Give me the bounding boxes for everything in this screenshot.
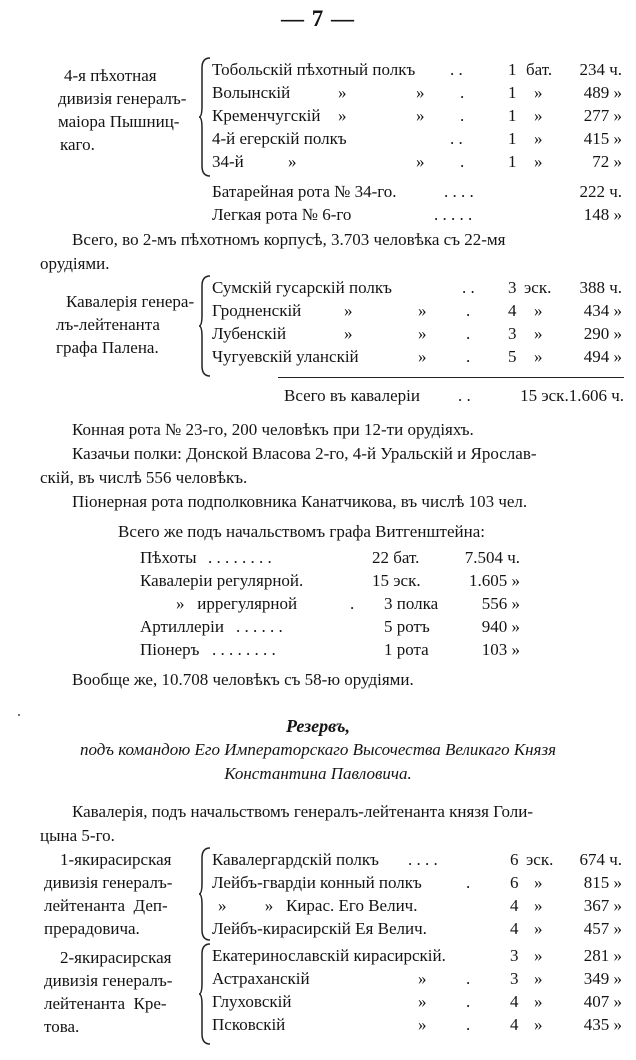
cavalry-intro-line2: цына 5-го. — [40, 826, 115, 845]
row-count: 4 — [510, 992, 519, 1011]
table-row — [212, 81, 622, 104]
row-unit: » — [534, 969, 543, 988]
row-name: Екатеринославскій кирасирскій. — [212, 946, 446, 965]
table-row — [212, 299, 622, 322]
table-row — [212, 345, 622, 368]
row-unit: бат. — [526, 60, 553, 79]
table-row — [212, 58, 622, 81]
row-count: 5 — [508, 347, 517, 366]
row-unit: » — [534, 873, 543, 892]
row-unit: эск. — [526, 850, 554, 869]
row-dots: . . . . . — [434, 205, 473, 224]
row-qty: 415 » — [583, 129, 622, 148]
group1-label-line: 4-я пѣхотная — [64, 66, 157, 85]
row-unit: » — [534, 129, 543, 148]
row-qty: 281 » — [583, 946, 622, 965]
table-row — [212, 848, 622, 871]
row-ditto: » — [344, 301, 353, 320]
row-dots: . — [466, 873, 471, 892]
group2-brace — [198, 274, 212, 378]
summary-table — [140, 546, 520, 661]
row-name: Волынскій — [212, 83, 291, 102]
group3-label-line: прерадовича. — [44, 919, 140, 938]
cavalry-intro-line1: Кавалерія, подъ начальствомъ генералъ-лейтенанта князя Голи- — [72, 802, 533, 821]
row-unit: » — [534, 152, 543, 171]
row-dots: . . . . . . . . — [208, 548, 272, 567]
summary-heading: Всего же подъ начальствомъ графа Витгенштейна: — [118, 522, 485, 541]
row-count: 3 — [508, 278, 517, 297]
group2-label — [56, 290, 216, 359]
row-name: Лейбъ-кирасирскій Ея Велич. — [212, 919, 427, 938]
reserve-title: Резервъ, — [286, 716, 350, 736]
table-row — [212, 990, 622, 1013]
row-ditto: » — [416, 83, 425, 102]
group2-label-line: Кавалерія генера- — [66, 292, 195, 311]
group3-table — [212, 848, 622, 940]
row-count: 5 ротъ — [384, 617, 430, 636]
row-name: 34-й — [212, 152, 244, 171]
row-unit: » — [534, 347, 543, 366]
table-row — [212, 150, 622, 173]
paragraph-cossacks-line2: скій, въ числѣ 556 человѣкъ. — [40, 468, 248, 487]
row-ditto: » — [338, 83, 347, 102]
group1-label-line: маіора Пышниц- — [58, 112, 180, 131]
row-name: Лейбъ-гвардіи конный полкъ — [212, 873, 422, 892]
summary-footer: Вообще же, 10.708 человѣкъ съ 58-ю орудіями. — [72, 670, 414, 689]
row-dots: . — [466, 301, 471, 320]
table-row — [140, 638, 520, 661]
row-count: 4 — [508, 301, 517, 320]
row-ditto: » — [418, 969, 427, 988]
group4-label-line: лейтенанта Кре- — [44, 994, 167, 1013]
row-count: 1 — [508, 129, 517, 148]
row-ditto: » — [418, 992, 427, 1011]
table-row — [212, 276, 622, 299]
group4-label-line: това. — [44, 1017, 80, 1036]
row-unit: » — [534, 896, 543, 915]
row-count: 3 — [508, 324, 517, 343]
row-name: Батарейная рота № 34-го. — [212, 182, 397, 201]
cavalry-total-dots: . . — [458, 386, 471, 405]
row-unit: » — [534, 83, 543, 102]
table-row — [140, 546, 520, 569]
row-ditto: » — [344, 324, 353, 343]
row-count: 1 — [508, 83, 517, 102]
row-name: Сумскій гусарскій полкъ — [212, 278, 392, 297]
row-qty: 457 » — [583, 919, 622, 938]
row-name: Гродненскій — [212, 301, 302, 320]
group4-table — [212, 944, 622, 1036]
group4-label — [44, 946, 218, 1038]
group4-brace — [198, 942, 212, 1046]
group3-label — [44, 848, 218, 940]
group4-label-line: 2-якирасирская — [60, 948, 172, 967]
row-unit: » — [534, 106, 543, 125]
row-ditto: » — [418, 324, 427, 343]
total-corps-line1: Всего, во 2-мъ пѣхотномъ корпусѣ, 3.703 человѣка съ 22-мя — [72, 230, 506, 249]
row-qty: 556 » — [481, 594, 520, 613]
row-qty: 367 » — [583, 896, 622, 915]
page-number: — 7 — — [281, 6, 355, 31]
table-row — [140, 592, 520, 615]
row-count: 4 — [510, 1015, 519, 1034]
group3-label-line: дивизія генералъ- — [44, 873, 173, 892]
group1-label-line: каго. — [60, 135, 95, 154]
table-row — [140, 615, 520, 638]
row-dots: . . . . . . — [236, 617, 283, 636]
table-row — [212, 1013, 622, 1036]
row-unit: эск. — [524, 278, 552, 297]
row-unit: » — [534, 992, 543, 1011]
row-unit: » — [534, 301, 543, 320]
table-row — [140, 569, 520, 592]
group3-label-line: лейтенанта Деп- — [44, 896, 168, 915]
row-count: 1 — [508, 60, 517, 79]
group1-label-line: дивизія генералъ- — [58, 89, 187, 108]
row-ditto: » — [418, 1015, 427, 1034]
row-count: 1 — [508, 106, 517, 125]
table-row — [212, 127, 622, 150]
row-count: 4 — [510, 896, 519, 915]
row-name: Кавалеріи регулярной. — [140, 571, 304, 590]
row-name: 4-й егерскій полкъ — [212, 129, 347, 148]
row-count: 1 рота — [384, 640, 429, 659]
cavalry-total — [284, 384, 624, 407]
row-dots: . . — [450, 129, 463, 148]
table-row — [212, 944, 622, 967]
row-name: Глуховскій — [212, 992, 292, 1011]
table-row — [212, 203, 622, 226]
row-unit: » — [534, 1015, 543, 1034]
group3-brace — [198, 846, 212, 942]
group2-label-line: графа Палена. — [56, 338, 159, 357]
row-count: 4 — [510, 919, 519, 938]
row-name: Астраханскій — [212, 969, 310, 988]
row-dots: . — [460, 152, 465, 171]
row-name: Пѣхоты — [140, 548, 197, 567]
row-qty: 103 » — [481, 640, 520, 659]
row-qty: 674 ч. — [579, 850, 622, 869]
row-dots: . . — [450, 60, 463, 79]
row-qty: 72 » — [592, 152, 622, 171]
table-row — [212, 180, 622, 203]
row-name: Лубенскій — [212, 324, 287, 343]
row-qty: 940 » — [481, 617, 520, 636]
paragraph-pioneers: Піонерная рота подполковника Канатчикова, въ числѣ 103 чел. — [72, 492, 528, 511]
row-dots: . — [350, 594, 355, 613]
total-corps-line2: орудіями. — [40, 254, 110, 273]
row-count: 1 — [508, 152, 517, 171]
row-dots: . — [466, 969, 471, 988]
paragraph-cossacks-line1: Казачьи полки: Донской Власова 2-го, 4-й Уральскій и Ярослав- — [72, 444, 537, 463]
row-count: 3 — [510, 969, 519, 988]
row-ditto: » — [416, 106, 425, 125]
row-qty: 148 » — [583, 205, 622, 224]
row-qty: 407 » — [583, 992, 622, 1011]
group3-label-line: 1-якирасирская — [60, 850, 172, 869]
row-ditto: » — [288, 152, 297, 171]
row-dots: . . — [462, 278, 475, 297]
row-ditto: » — [416, 152, 425, 171]
row-ditto: » — [338, 106, 347, 125]
cavalry-total-label: Всего въ кавалеріи — [284, 386, 420, 405]
row-qty: 489 » — [583, 83, 622, 102]
row-name: » » Кирас. Его Велич. — [218, 896, 418, 915]
row-count: 6 — [510, 873, 519, 892]
row-qty: 815 » — [583, 873, 622, 892]
row-count: 3 полка — [384, 594, 439, 613]
table-row — [212, 322, 622, 345]
row-dots: . . . . — [408, 850, 438, 869]
row-dots: . . . . — [444, 182, 474, 201]
row-dots: . — [460, 83, 465, 102]
row-name: Легкая рота № 6-го — [212, 205, 352, 224]
row-qty: 290 » — [583, 324, 622, 343]
cavalry-total-rule — [278, 377, 624, 378]
row-name: Кременчугскій — [212, 106, 321, 125]
row-qty: 222 ч. — [579, 182, 622, 201]
group2-table — [212, 276, 622, 368]
row-name: Артиллеріи — [140, 617, 224, 636]
row-qty: 435 » — [583, 1015, 622, 1034]
row-qty: 494 » — [583, 347, 622, 366]
row-dots: . . . . . . . . — [212, 640, 276, 659]
row-dots: . — [466, 347, 471, 366]
artillery-table — [212, 180, 622, 226]
row-unit: » — [534, 324, 543, 343]
group1-brace — [198, 56, 212, 178]
row-count: 6 — [510, 850, 519, 869]
row-unit: » — [534, 919, 543, 938]
group1-table — [212, 58, 622, 173]
row-dots: . — [466, 1015, 471, 1034]
table-row — [212, 104, 622, 127]
row-name: » иррегулярной — [176, 594, 298, 613]
row-name: Псковскій — [212, 1015, 286, 1034]
paragraph-horse-battery: Конная рота № 23-го, 200 человѣкъ при 12-ти орудіяхъ. — [72, 420, 474, 439]
row-count: 22 бат. — [372, 548, 420, 567]
row-qty: 1.605 » — [469, 571, 520, 590]
row-qty: 388 ч. — [579, 278, 622, 297]
row-qty: 434 » — [583, 301, 622, 320]
group4-label-line: дивизія генералъ- — [44, 971, 173, 990]
cavalry-total-value: 15 эск.1.606 ч. — [520, 386, 624, 405]
row-name: Тобольскій пѣхотный полкъ — [212, 60, 416, 79]
row-unit: » — [534, 946, 543, 965]
group1-label — [58, 64, 218, 156]
table-row — [212, 917, 622, 940]
reserve-subtitle-line1: подъ командою Его Императорскаго Высочества Великаго Князя — [79, 740, 556, 759]
row-qty: 277 » — [583, 106, 622, 125]
row-ditto: » — [418, 301, 427, 320]
row-qty: 234 ч. — [579, 60, 622, 79]
row-qty: 349 » — [583, 969, 622, 988]
row-count: 15 эск. — [372, 571, 421, 590]
group2-label-line: лъ-лейтенанта — [56, 315, 160, 334]
row-ditto: » — [418, 347, 427, 366]
row-count: 3 — [510, 946, 519, 965]
table-row — [212, 871, 622, 894]
reserve-subtitle-line2: Константина Павловича. — [224, 764, 412, 783]
row-name: Піонеръ — [140, 640, 200, 659]
row-dots: . — [460, 106, 465, 125]
table-row — [212, 967, 622, 990]
table-row — [212, 894, 622, 917]
row-dots: . — [466, 992, 471, 1011]
row-dots: . — [466, 324, 471, 343]
row-name: Чугуевскій уланскій — [212, 347, 359, 366]
row-name: Кавалергардскій полкъ — [212, 850, 379, 869]
row-qty: 7.504 ч. — [464, 548, 520, 567]
